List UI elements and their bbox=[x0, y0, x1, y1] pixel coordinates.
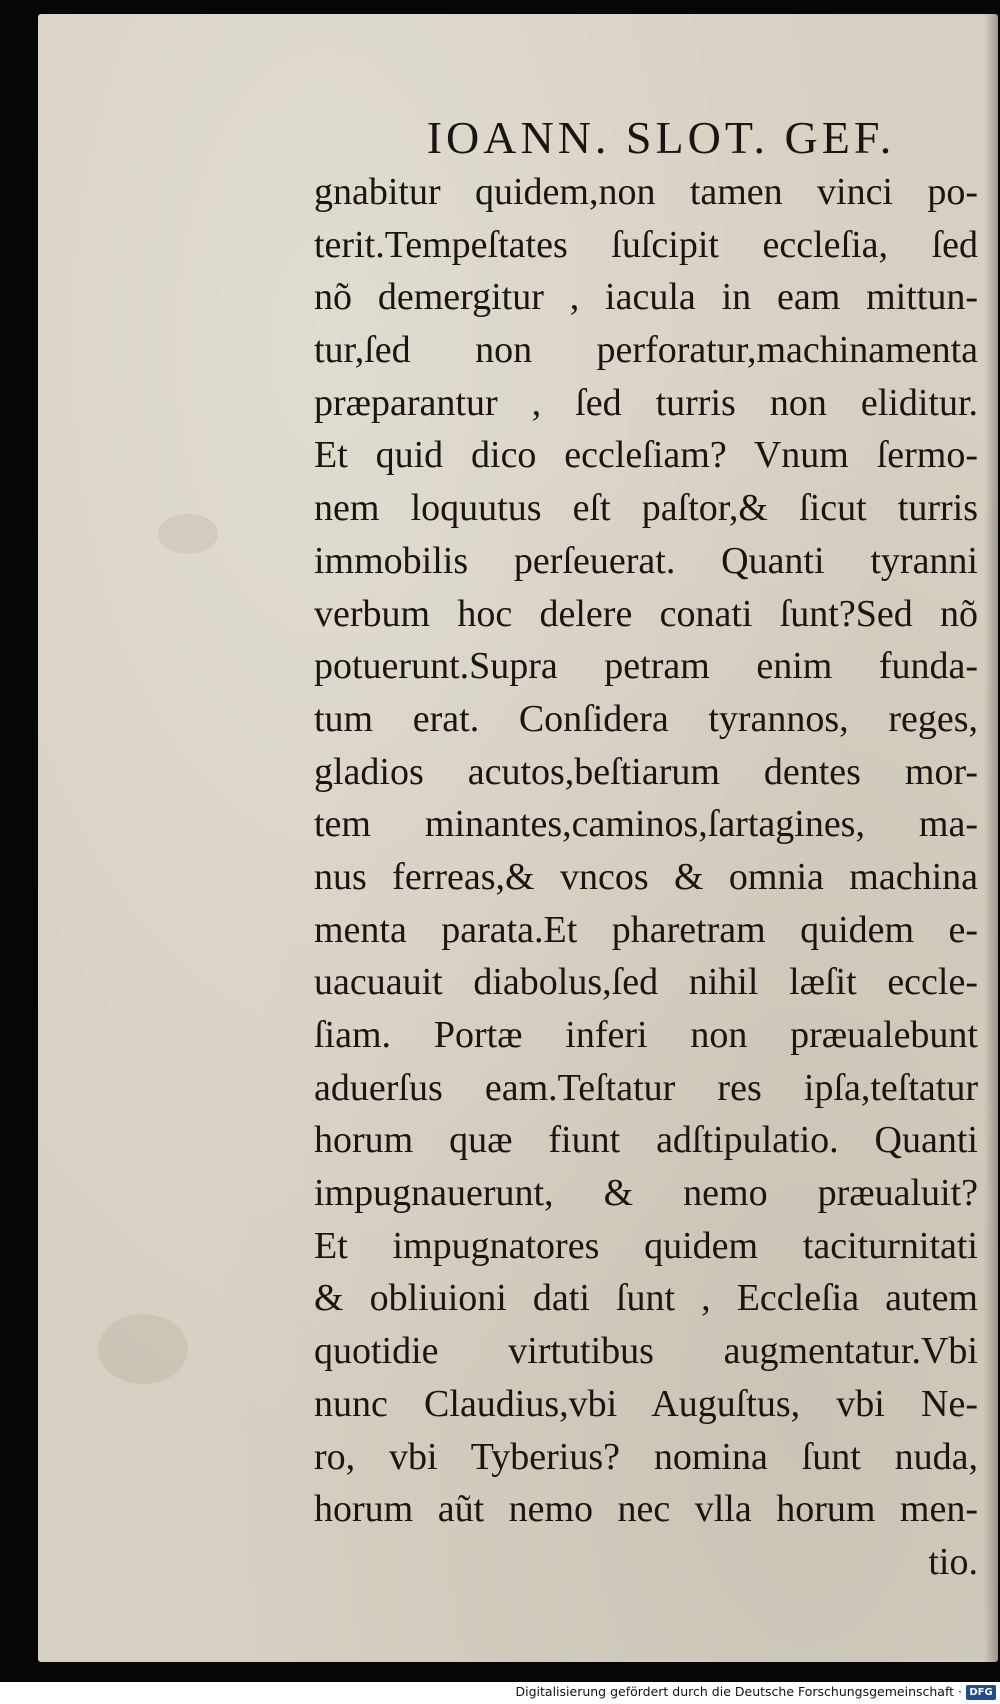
text-line: nem loquutus eſt paſtor,& ſicut turris bbox=[314, 487, 978, 530]
text-line: tem minantes,caminos,ſartagines, ma- bbox=[314, 803, 978, 846]
book-page bbox=[38, 14, 998, 1662]
page-edge-shadow bbox=[984, 14, 998, 1662]
text-line: horum quæ fiunt adſtipulatio. Quanti bbox=[314, 1119, 978, 1162]
text-line: Et impugnatores quidem taciturnitati bbox=[314, 1224, 978, 1267]
text-line: tur,ſed non perforatur,machinamenta bbox=[314, 329, 978, 372]
text-block bbox=[314, 112, 978, 1589]
footer-credit: Digitalisierung gefördert durch die Deutsche Forschungsgemeinschaft · bbox=[515, 1684, 962, 1699]
text-line: gladios acutos,beſtiarum dentes mor- bbox=[314, 750, 978, 793]
text-line: Et quid dico eccleſiam? Vnum ſermo- bbox=[314, 434, 978, 477]
text-line: ſiam. Portæ inferi non præualebunt bbox=[314, 1014, 978, 1056]
text-line: verbum hoc delere conati ſunt?Sed nõ bbox=[314, 592, 978, 635]
text-line: tum erat. Conſidera tyrannos, reges, bbox=[314, 697, 978, 740]
text-line: horum aũt nemo nec vlla horum men- bbox=[314, 1488, 978, 1531]
text-line: uacuauit diabolus,ſed nihil læſit eccle- bbox=[314, 961, 978, 1004]
text-line: potuerunt.Supra petram enim funda- bbox=[314, 645, 978, 688]
text-line: præparantur , ſed turris non eliditur. bbox=[314, 381, 978, 424]
text-line: aduerſus eam.Teſtatur res ipſa,teſtatur bbox=[314, 1066, 978, 1109]
paper-stain bbox=[98, 1314, 188, 1384]
text-line: ro, vbi Tyberius? nomina ſunt nuda, bbox=[314, 1435, 978, 1478]
text-line: & obliuioni dati ſunt , Eccleſia autem bbox=[314, 1277, 978, 1320]
text-lines bbox=[314, 166, 978, 1589]
text-line: immobilis perſeuerat. Quanti tyranni bbox=[314, 539, 978, 582]
digitization-footer bbox=[0, 1682, 1000, 1704]
text-line: gnabitur quidem,non tamen vinci po- bbox=[314, 171, 978, 213]
running-head: IOANN. SLOT. GEF. bbox=[426, 112, 896, 163]
text-line: nunc Claudius,vbi Auguſtus, vbi Ne- bbox=[314, 1382, 978, 1425]
text-line: nus ferreas,& vncos & omnia machina bbox=[314, 855, 978, 898]
text-line: impugnauerunt, & nemo præualuit? bbox=[314, 1172, 978, 1215]
text-line: terit.Tempeſtates ſuſcipit eccleſia, ſed bbox=[314, 223, 978, 266]
dfg-logo-icon: DFG bbox=[966, 1685, 996, 1700]
text-line: quotidie virtutibus augmentatur.Vbi bbox=[314, 1330, 978, 1373]
text-line: menta parata.Et pharetram quidem e- bbox=[314, 908, 978, 951]
paper-stain bbox=[158, 514, 218, 554]
catchword: tio. bbox=[928, 1540, 978, 1583]
text-line: nõ demergitur , iacula in eam mittun- bbox=[314, 276, 978, 319]
